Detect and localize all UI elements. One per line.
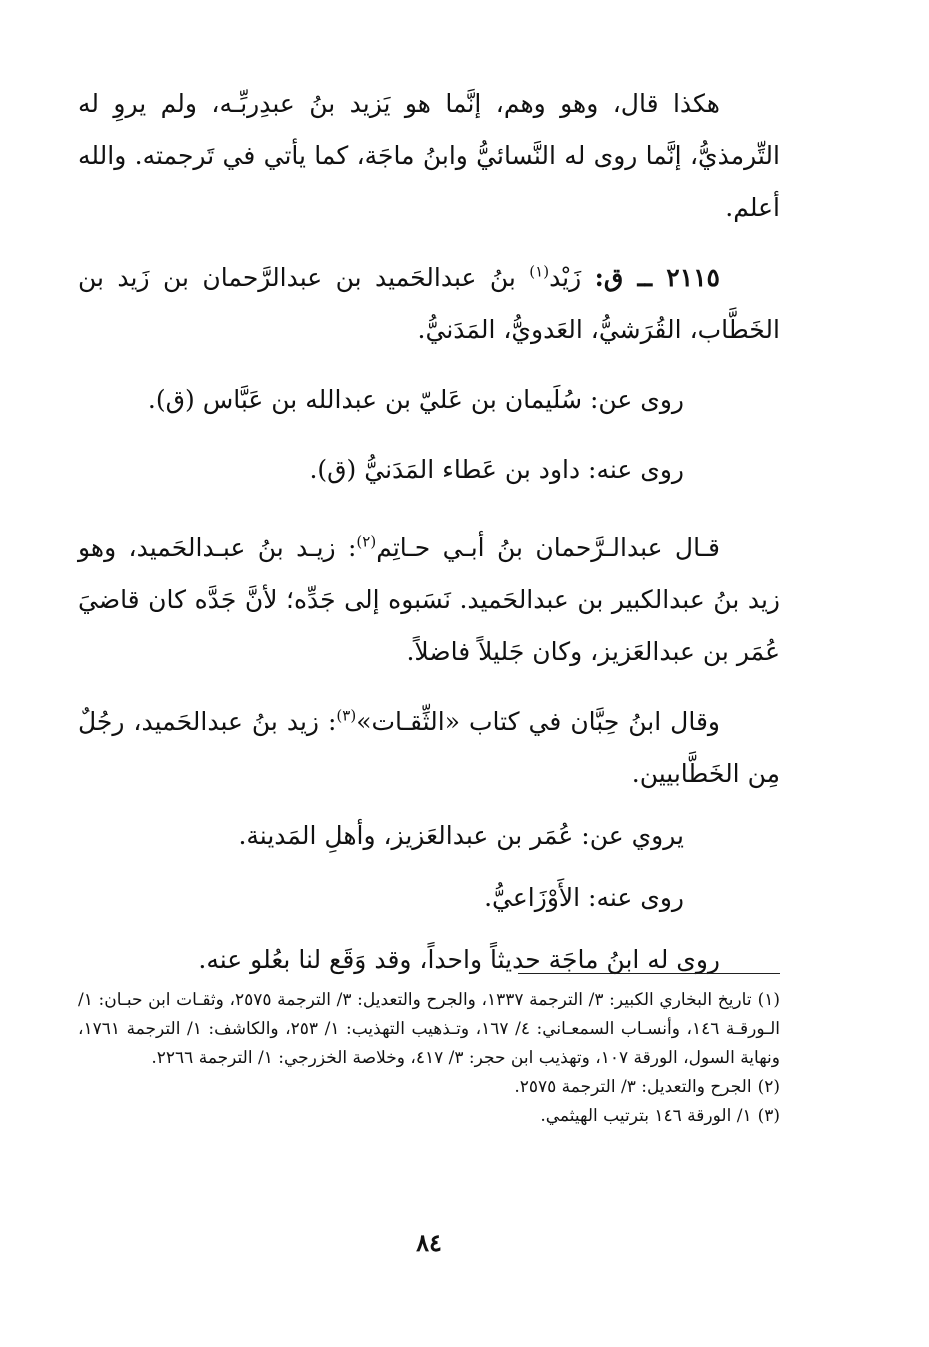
footnote-divider — [518, 973, 780, 974]
ibn-hibban-lead: وقال ابنُ حِبَّان في كتاب «الثِّقـات» — [356, 707, 720, 736]
book-page — [78, 78, 780, 1278]
narrated-by — [78, 444, 780, 496]
footnote-2-mark: (٢) — [757, 1077, 780, 1097]
paragraph-correction — [78, 78, 780, 234]
footnote-1 — [78, 986, 780, 1073]
ibn-hibban-text: : زيد بنُ عبدالحَميد، رجُلٌ مِن الخَطَّابيين. — [78, 707, 780, 788]
narration-note — [78, 934, 780, 986]
entry-number: ٢١١٥ ــ ق: — [594, 263, 720, 292]
footnote-ref-2[interactable]: (٢) — [356, 532, 377, 551]
narrated-by-text: روى عنه: داود بن عَطاء المَدَنيُّ (ق). — [309, 455, 684, 484]
footnote-1-mark: (١) — [757, 990, 780, 1010]
footnotes — [78, 986, 780, 1131]
abi-hatim-lead: قـال عبدالـرَّحمان بنُ أبـي حـاتِم — [376, 533, 720, 562]
footnote-ref-3[interactable]: (٣) — [336, 706, 357, 725]
narrated-from — [78, 374, 780, 426]
footnote-2-text: الجرح والتعديل: ٣/ الترجمة ٢٥٧٥. — [514, 1077, 752, 1097]
ibn-hibban-quote — [78, 696, 780, 800]
footnote-3-mark: (٣) — [757, 1106, 780, 1126]
entry-name: زَيْد — [549, 263, 582, 292]
narrated-from-text: روى عن: سُلَيمان بن عَليّ بن عبدالله بن عَبَّاس (ق). — [147, 385, 684, 414]
entry-lineage: بنُ عبدالحَميد بن عبدالرَّحمان بن زَيد بن الخَطَّاب، القُرَشيُّ، العَدويُّ، المَدَنيُّ. — [78, 263, 780, 344]
narrated-by-2-text: روى عنه: الأَوْزَاعيُّ. — [484, 883, 684, 912]
narrates-from — [78, 810, 780, 862]
paragraph-correction-text: هكذا قال، وهو وهم، إنَّما هو يَزيد بنُ عبدِربِّـه، ولم يروِ له التِّرمذيُّ، إنَّما روى له النَّسائيُّ وابنُ ماجَة، كما يأتي في تَرجمته. والله أعلم. — [78, 89, 780, 222]
footnote-3 — [78, 1102, 780, 1131]
abi-hatim-text: : زيـد بنُ عبـدالحَميد، وهو زيد بنُ عبدالكبير بن عبدالحَميد. نَسَبوه إلى جَدِّه؛ لأنَّ جَدَّه كان قاضيَ عُمَر بن عبدالعَزيز، وكان جَليلاً فاضلاً. — [78, 533, 780, 666]
abi-hatim-quote — [78, 522, 780, 678]
page-number: ٨٤ — [416, 1228, 442, 1257]
footnote-1-text: تاريخ البخاري الكبير: ٣/ الترجمة ١٣٣٧، والجرح والتعديل: ٣/ الترجمة ٢٥٧٥، وثقـات ابن حبـان: ١/ الـورقـة ١٤٦، وأنسـاب السمعـاني: ٤/ ١٦٧، وتـذهيب التهذيب: ١/ ٢٥٣، والكاشف: ١/ الترجمة ١٧٦١، ونهاية السول، الورقة ١٠٧، وتهذيب ابن حجر: ٣/ ٤١٧، وخلاصة الخزرجي: ١/ الترجمة ٢٢٦٦. — [78, 990, 780, 1068]
main-text — [78, 78, 780, 986]
footnote-2 — [78, 1073, 780, 1102]
footnote-ref-1[interactable]: (١) — [529, 262, 550, 281]
narrated-by-2 — [78, 872, 780, 924]
narration-note-text: روى له ابنُ ماجَة حديثاً واحداً، وقد وَقَع لنا بعُلو عنه. — [198, 945, 720, 974]
entry-header — [78, 252, 780, 356]
footnote-3-text: ١/ الورقة ١٤٦ بترتيب الهيثمي. — [540, 1106, 752, 1126]
narrates-from-text: يروي عن: عُمَر بن عبدالعَزيز، وأهلِ المَدينة. — [238, 821, 684, 850]
